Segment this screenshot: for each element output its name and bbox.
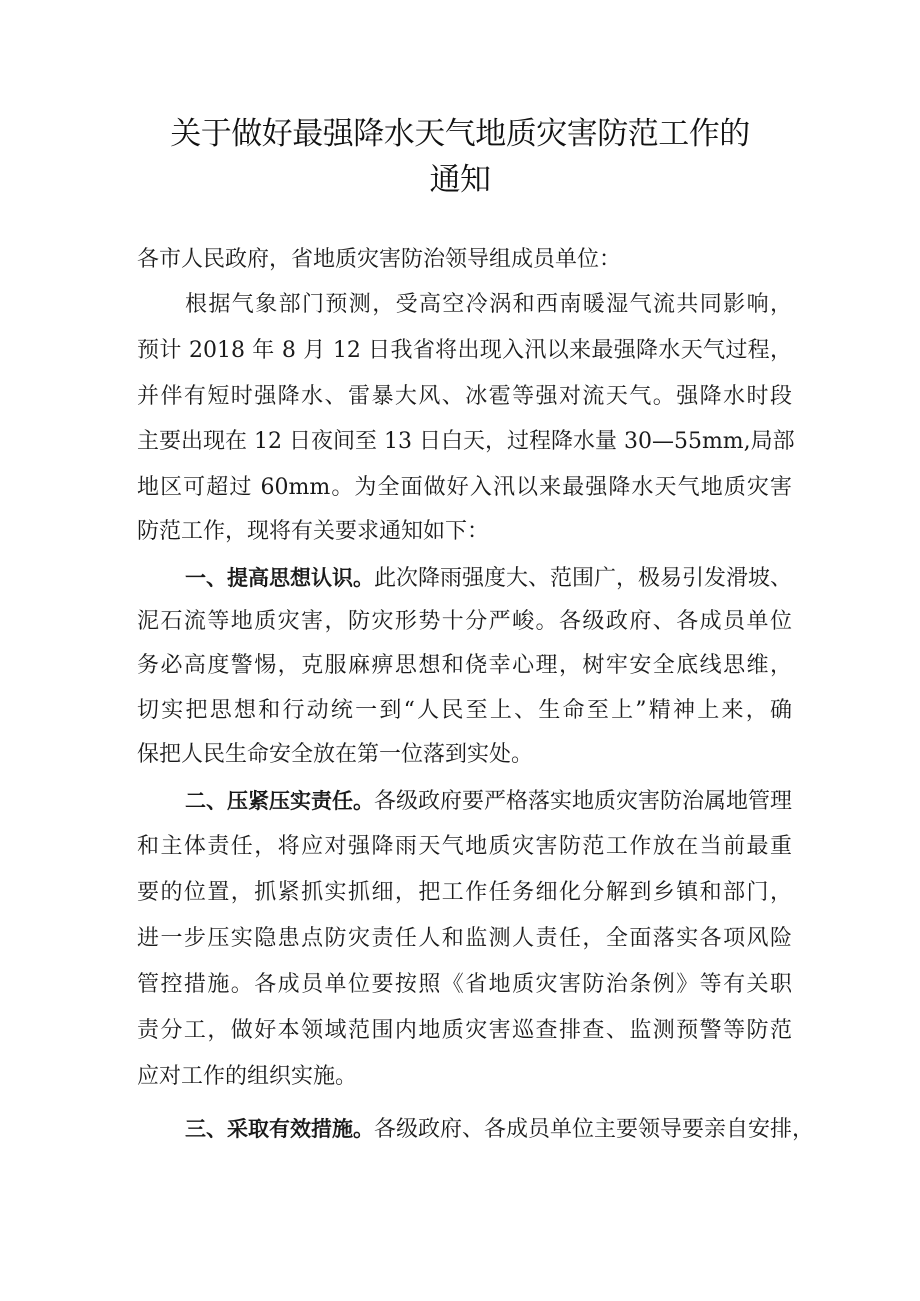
intro-line: 并伴有短时强降水、雷暴大风、冰雹等强对流天气。强降水时段 <box>137 384 792 409</box>
section-2-line: 和主体责任，将应对强降雨天气地质灾害防范工作放在当前最重 <box>137 834 792 859</box>
section-3-first-line-text: 各级政府、各成员单位主要领导要亲自安排， <box>374 1117 815 1142</box>
intro-line: 地区可超过 60mm。为全面做好入汛以来最强降水天气地质灾害 <box>137 475 792 500</box>
section-2-heading: 二、压紧压实责任。 <box>185 789 374 813</box>
section-2-first-line-text: 各级政府要严格落实地质灾害防治属地管理 <box>374 789 793 814</box>
section-1-first-line-text: 此次降雨强度大、范围广，极易引发滑坡、 <box>374 566 793 591</box>
section-1-first-line <box>185 563 792 594</box>
section-2-line: 责分工，做好本领域范围内地质灾害巡查排查、监测预警等防范 <box>137 1018 792 1043</box>
intro-line: 预计 2018 年 8 月 12 日我省将出现入汛以来最强降水天气过程， <box>137 338 792 363</box>
section-1-line: 切实把思想和行动统一到“人民至上、生命至上”精神上来，确 <box>137 698 792 723</box>
section-2-line: 要的位置，抓紧抓实抓细，把工作任务细化分解到乡镇和部门， <box>137 880 792 905</box>
section-1-line: 保把人民生命安全放在第一位落到实处。 <box>137 742 534 767</box>
section-1-heading: 一、提高思想认识。 <box>185 566 374 590</box>
section-2-line: 进一步压实隐患点防灾责任人和监测人责任，全面落实各项风险 <box>137 926 792 951</box>
section-2-line: 管控措施。各成员单位要按照《省地质灾害防治条例》等有关职 <box>137 972 792 997</box>
section-1-line: 泥石流等地质灾害，防灾形势十分严峻。各级政府、各成员单位 <box>137 609 792 634</box>
section-1-line: 务必高度警惕，克服麻痹思想和侥幸心理，树牢安全底线思维， <box>137 653 792 678</box>
section-2-first-line <box>185 786 792 817</box>
section-2-line: 应对工作的组织实施。 <box>137 1064 358 1089</box>
intro-line: 防范工作，现将有关要求通知如下： <box>137 519 490 544</box>
document-title-line-1: 关于做好最强降水天气地质灾害防范工作的 <box>170 116 750 152</box>
intro-line: 根据气象部门预测，受高空冷涡和西南暖湿气流共同影响， <box>185 292 792 317</box>
addressee: 各市人民政府，省地质灾害防治领导组成员单位： <box>137 247 622 272</box>
intro-line: 主要出现在 12 日夜间至 13 日白天，过程降水量 30—55mm,局部 <box>137 429 795 454</box>
section-3-heading: 三、采取有效措施。 <box>185 1117 374 1141</box>
document-title-line-2: 通知 <box>429 162 491 198</box>
section-3-first-line <box>185 1114 815 1145</box>
